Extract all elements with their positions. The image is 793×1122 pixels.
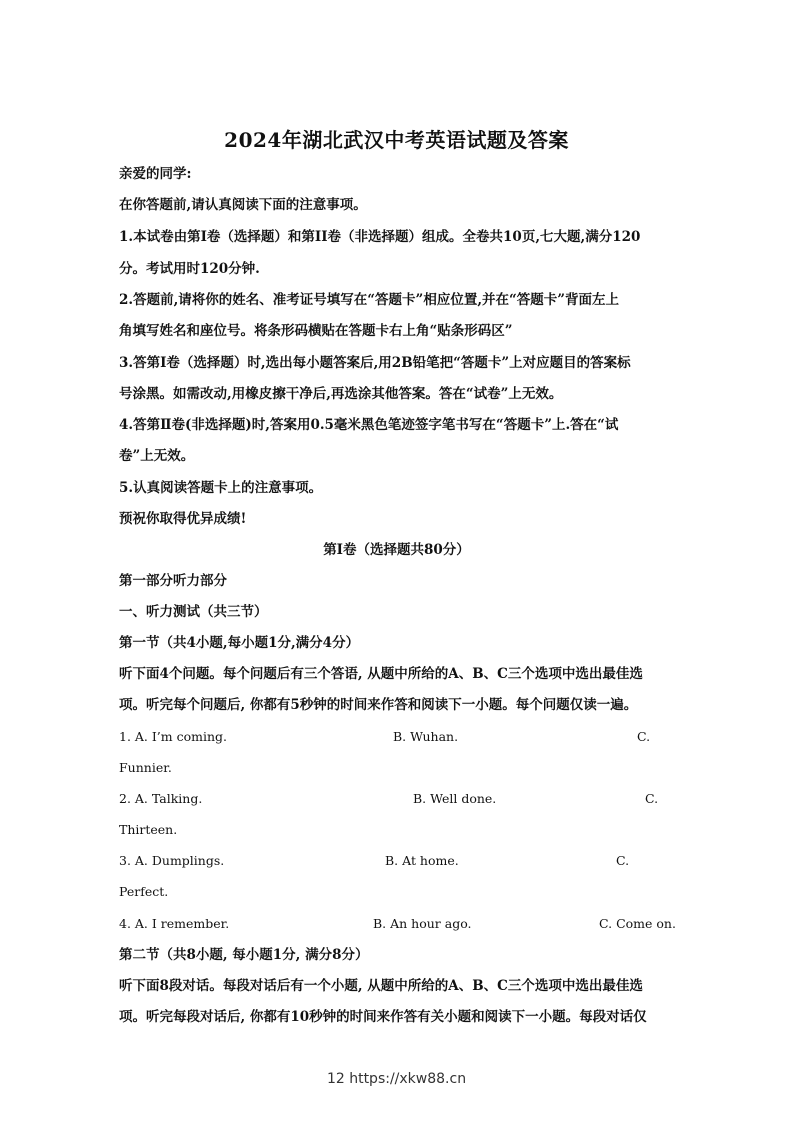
question-row [119,914,675,934]
option-b: B. Wuhan. [393,729,459,744]
note-line: 2.答题前,请将你的姓名、准考证号填写在“答题卡”相应位置,并在“答题卡”背面左上 [119,292,620,308]
option-c: C. [637,729,651,744]
subsection-heading: 第一节（共4小题,每小题1分,满分4分） [119,635,360,651]
note-line: 号涂黑。如需改动,用橡皮擦干净后,再选涂其他答案。答在“试卷”上无效。 [119,386,563,402]
question-row [119,727,675,747]
instruction-line: 项。听完每个问题后, 你都有5秒钟的时间来作答和阅读下一小题。每个问题仅读一遍。 [119,697,638,713]
note-line: 5.认真阅读答题卡上的注意事项。 [119,480,323,496]
instruction-line: 项。听完每段对话后, 你都有10秒钟的时间来作答有关小题和阅读下一小题。每段对话仅 [119,1009,647,1025]
option-wrap-row [119,820,675,840]
subsection-heading: 第二节（共8小题, 每小题1分, 满分8分） [119,947,369,963]
option-c: C. Come on. [599,916,676,931]
part-heading: 第一部分听力部分 [119,573,227,589]
option-wrap-row [119,758,675,778]
greeting: 亲爱的同学: [119,166,192,182]
document-title: 2024年湖北武汉中考英语试题及答案 [224,128,569,152]
note-line: 卷”上无效。 [119,448,195,464]
instruction-line: 听下面8段对话。每段对话后有一个小题, 从题中所给的A、B、C三个选项中选出最佳选 [119,978,643,994]
option-c: C. [616,853,630,868]
question-row [119,851,675,871]
wish-line: 预祝你取得优异成绩! [119,511,247,527]
question-row [119,789,675,809]
option-b: B. Well done. [413,791,497,806]
option-c-text: Thirteen. [119,822,178,837]
option-a: 1. A. I’m coming. [119,729,228,744]
option-c-text: Perfect. [119,884,169,899]
option-a: 3. A. Dumplings. [119,853,225,868]
option-b: B. An hour ago. [373,916,472,931]
option-c: C. [645,791,659,806]
option-wrap-row [119,882,675,902]
instruction-line: 听下面4个问题。每个问题后有三个答语, 从题中所给的A、B、C三个选项中选出最佳选 [119,666,643,682]
note-line: 3.答第Ⅰ卷（选择题）时,选出每小题答案后,用2B铅笔把“答题卡”上对应题目的答案标 [119,355,631,371]
option-c-text: Funnier. [119,760,172,775]
option-a: 4. A. I remember. [119,916,230,931]
option-a: 2. A. Talking. [119,791,203,806]
intro-line: 在你答题前,请认真阅读下面的注意事项。 [119,197,367,213]
option-b: B. At home. [385,853,459,868]
volume-title: 第Ⅰ卷（选择题共80分） [323,542,470,558]
note-line: 1.本试卷由第Ⅰ卷（选择题）和第II卷（非选择题）组成。全卷共10页,七大题,满分120 [119,229,641,245]
note-line: 4.答第Ⅱ卷(非选择题)时,答案用0.5毫米黑色笔迹签字笔书写在“答题卡”上.答在“试 [119,417,619,433]
note-line: 分。考试用时120分钟. [119,261,260,277]
section-heading: 一、听力测试（共三节） [119,604,268,620]
page-footer: 12 https://xkw88.cn [326,1071,467,1087]
note-line: 角填写姓名和座位号。将条形码横贴在答题卡右上角“贴条形码区” [119,323,513,339]
